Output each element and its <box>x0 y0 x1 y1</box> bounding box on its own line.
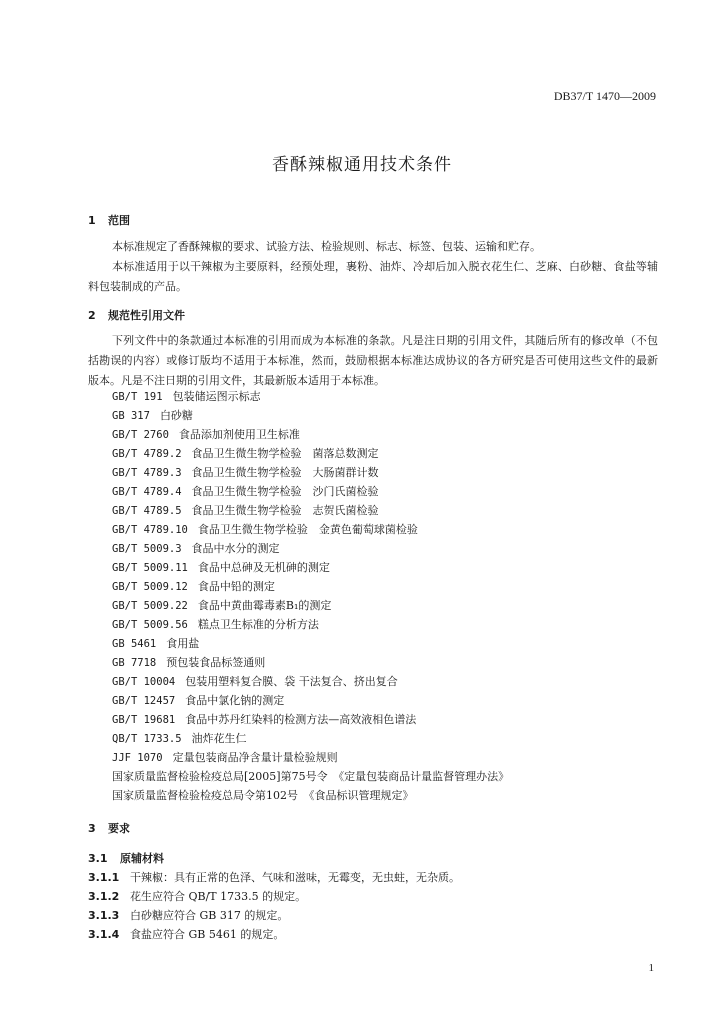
reference-name: 食品中黄曲霉毒素B₁的测定 <box>197 599 332 612</box>
reference-name: 油炸花生仁 <box>191 732 247 745</box>
reference-name: 食品卫生微生物学检验 大肠菌群计数 <box>191 466 379 479</box>
reference-item <box>112 463 509 482</box>
reference-code: GB/T 5009.22 <box>112 600 188 612</box>
reference-name: 包装储运图示标志 <box>172 390 261 403</box>
reference-item <box>112 577 509 596</box>
clause-number: 3.1.1 <box>88 871 120 884</box>
clause-text: 白砂糖应符合 GB 317 的规定。 <box>130 909 289 922</box>
reference-name: 食品卫生微生物学检验 志贺氏菌检验 <box>191 504 379 517</box>
reference-item <box>112 767 509 786</box>
subsection-number: 3.1 <box>88 852 108 865</box>
reference-code: GB/T 10004 <box>112 676 176 688</box>
section-number: 3 <box>88 822 96 835</box>
reference-code: QB/T 1733.5 <box>112 733 182 745</box>
reference-item <box>112 539 509 558</box>
scope-paragraph-2: 本标准适用于以干辣椒为主要原料，经预处理，裹粉、油炸、冷却后加入脱衣花生仁、芝麻、白砂糖、食盐等辅料包装制成的产品。 <box>88 260 658 293</box>
reference-name: 食品中苏丹红染料的检测方法—高效液相色谱法 <box>185 713 417 726</box>
normative-paragraph: 下列文件中的条款通过本标准的引用而成为本标准的条款。凡是注日期的引用文件，其随后所有的修改单（不包括勘误的内容）或修订版均不适用于本标准，然而，鼓励根据本标准达成协议的各方研究是否可使用这些文件的最新版本。凡是不注日期的引用文件，其最新版本适用于本标准。 <box>88 334 658 387</box>
reference-item <box>112 691 509 710</box>
reference-code: GB/T 4789.3 <box>112 467 182 479</box>
reference-item <box>112 786 509 805</box>
reference-code: GB/T 5009.3 <box>112 543 182 555</box>
reference-item <box>112 444 509 463</box>
reference-code: GB/T 5009.11 <box>112 562 188 574</box>
reference-code: GB/T 2760 <box>112 429 169 441</box>
reference-item <box>112 482 509 501</box>
reference-item <box>112 425 509 444</box>
reference-item <box>112 653 509 672</box>
reference-item <box>112 615 509 634</box>
reference-item <box>112 501 509 520</box>
document-title: 香酥辣椒通用技术条件 <box>272 155 452 175</box>
section-heading-normative <box>88 307 185 323</box>
reference-code: GB/T 4789.5 <box>112 505 182 517</box>
reference-item <box>112 387 509 406</box>
reference-name: 国家质量监督检验检疫总局[2005]第75号令 《定量包装商品计量监督管理办法》 <box>112 770 510 783</box>
reference-item <box>112 729 509 748</box>
reference-item <box>112 672 509 691</box>
subsection-heading <box>88 850 164 866</box>
page-number: 1 <box>648 962 654 974</box>
clause-item <box>88 907 288 923</box>
reference-name: 食品添加剂使用卫生标准 <box>178 428 300 441</box>
reference-code: GB 317 <box>112 410 150 422</box>
reference-code: GB/T 19681 <box>112 714 176 726</box>
reference-name: 食用盐 <box>166 637 200 650</box>
reference-code: JJF 1070 <box>112 752 163 764</box>
reference-item <box>112 520 509 539</box>
clause-number: 3.1.4 <box>88 928 120 941</box>
reference-name: 糕点卫生标准的分析方法 <box>197 618 319 631</box>
section-heading-scope <box>88 212 130 228</box>
reference-item <box>112 558 509 577</box>
reference-name: 包装用塑料复合膜、袋 干法复合、挤出复合 <box>185 675 398 688</box>
clause-item <box>88 869 460 885</box>
reference-name: 定量包装商品净含量计量检验规则 <box>172 751 338 764</box>
reference-item <box>112 406 509 425</box>
reference-name: 食品中铅的测定 <box>197 580 275 593</box>
reference-name: 国家质量监督检验检疫总局令第102号 《食品标识管理规定》 <box>112 789 414 802</box>
clause-item <box>88 888 306 904</box>
reference-item <box>112 748 509 767</box>
clause-text: 干辣椒：具有正常的色泽、气味和滋味，无霉变，无虫蛀，无杂质。 <box>130 871 460 884</box>
section-title: 要求 <box>108 822 130 835</box>
reference-item <box>112 596 509 615</box>
standard-code: DB37/T 1470—2009 <box>553 89 656 103</box>
reference-name: 预包装食品标签通则 <box>166 656 266 669</box>
section-heading-requirements <box>88 820 130 836</box>
clause-text: 食盐应符合 GB 5461 的规定。 <box>130 928 285 941</box>
reference-code: GB/T 5009.12 <box>112 581 188 593</box>
reference-name: 食品中水分的测定 <box>191 542 280 555</box>
reference-code: GB/T 4789.4 <box>112 486 182 498</box>
reference-code: GB/T 4789.10 <box>112 524 188 536</box>
section-title: 范围 <box>108 214 130 227</box>
section-number: 2 <box>88 309 96 322</box>
reference-code: GB 7718 <box>112 657 157 669</box>
reference-code: GB/T 4789.2 <box>112 448 182 460</box>
scope-paragraph-1: 本标准规定了香酥辣椒的要求、试验方法、检验规则、标志、标签、包装、运输和贮存。 <box>112 240 541 253</box>
reference-code: GB 5461 <box>112 638 157 650</box>
reference-item <box>112 634 509 653</box>
clause-number: 3.1.2 <box>88 890 120 903</box>
reference-code: GB/T 5009.56 <box>112 619 188 631</box>
reference-name: 食品卫生微生物学检验 沙门氏菌检验 <box>191 485 379 498</box>
clause-text: 花生应符合 QB/T 1733.5 的规定。 <box>130 890 307 903</box>
reference-item <box>112 710 509 729</box>
reference-name: 食品卫生微生物学检验 菌落总数测定 <box>191 447 379 460</box>
reference-code: GB/T 12457 <box>112 695 176 707</box>
reference-name: 食品中氯化钠的测定 <box>185 694 285 707</box>
reference-name: 食品中总砷及无机砷的测定 <box>197 561 330 574</box>
section-number: 1 <box>88 214 96 227</box>
clause-item <box>88 926 284 942</box>
reference-name: 白砂糖 <box>159 409 193 422</box>
reference-code: GB/T 191 <box>112 391 163 403</box>
clause-number: 3.1.3 <box>88 909 120 922</box>
section-title: 规范性引用文件 <box>108 309 185 322</box>
reference-list <box>112 387 509 805</box>
subsection-title: 原辅材料 <box>120 852 164 865</box>
reference-name: 食品卫生微生物学检验 金黄色葡萄球菌检验 <box>197 523 418 536</box>
